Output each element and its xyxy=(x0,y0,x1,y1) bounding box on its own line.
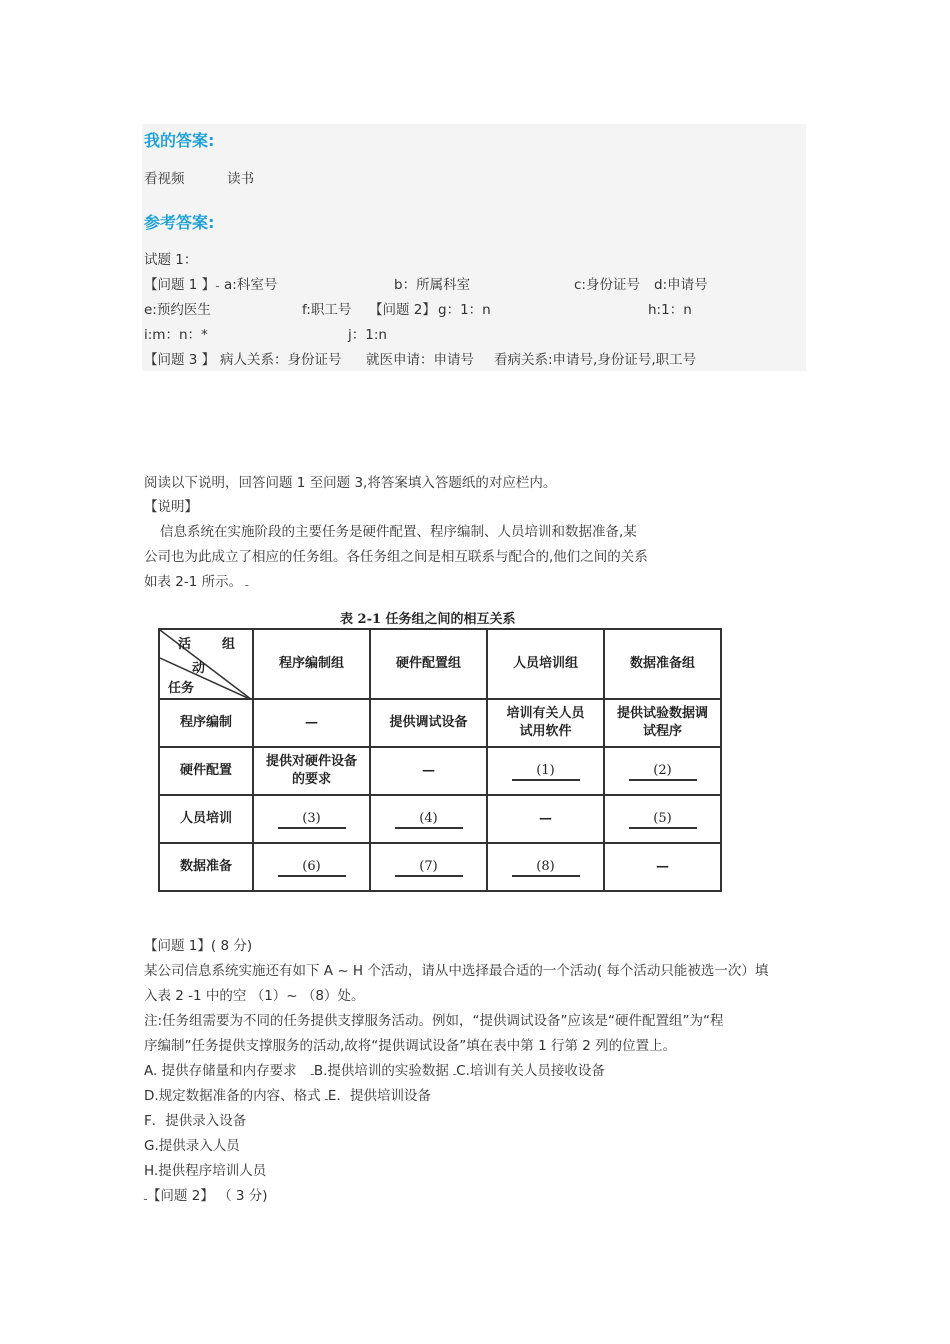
option-line: D.规定数据准备的内容、格式 ـE．提供培训设备 xyxy=(144,1088,431,1104)
option-item: D.规定数据准备的内容、格式 xyxy=(144,1088,321,1104)
table-cell xyxy=(487,843,604,891)
table-cell xyxy=(487,747,604,795)
reference-segment: g：1：n xyxy=(438,302,491,318)
answer-blank: (7) xyxy=(395,859,463,877)
question1-text: 入表 2 -1 中的空 （1）~ （8）处。 xyxy=(144,988,365,1004)
reference-line: 试题 1： xyxy=(144,252,198,268)
reference-segment: b：所属科室 xyxy=(394,277,471,293)
corner-label: 动 xyxy=(192,661,206,676)
reference-segment: i:m：n：* xyxy=(144,327,208,343)
reference-segment: h:1：n xyxy=(648,302,692,318)
table-header-row xyxy=(159,629,721,699)
reference-segment: 【问题 2】 xyxy=(369,302,436,318)
my-answer-item: 读书 xyxy=(227,171,255,187)
reference-segment: 【问题 3 】 xyxy=(144,352,216,368)
relationship-table xyxy=(158,628,722,892)
my-answer-item: 看视频 xyxy=(144,171,185,187)
option-item: G.提供录入人员 xyxy=(144,1138,240,1154)
intro-text: 阅读以下说明，回答问题 1 至问题 3,将答案填入答题纸的对应栏内。 xyxy=(144,475,557,491)
answer-blank: (4) xyxy=(395,811,463,829)
table-row xyxy=(159,795,721,843)
reference-line xyxy=(144,326,784,344)
reference-answer-heading: 参考答案: xyxy=(144,213,215,232)
corner-cell xyxy=(159,629,253,699)
row-label: 程序编制 xyxy=(159,699,253,747)
reference-segment: 看病关系:申请号,身份证号,职工号 xyxy=(494,352,697,368)
reference-line xyxy=(144,351,804,369)
option-item: A. 提供存储量和内存要求 xyxy=(144,1063,297,1079)
option-item: B.提供培训的实验数据 xyxy=(313,1063,449,1079)
table-row xyxy=(159,747,721,795)
table-cell: — xyxy=(253,699,370,747)
table-row xyxy=(159,843,721,891)
option-item: H.提供程序培训人员 xyxy=(144,1163,267,1179)
option-line: A. 提供存储量和内存要求 ـB.提供培训的实验数据 ـC.培训有关人员接收设备 xyxy=(144,1063,605,1079)
question1-note: 注:任务组需要为不同的任务提供支撑服务活动。例如，“提供调试设备”应该是“硬件配置组”为“程 xyxy=(144,1013,724,1029)
row-label: 人员培训 xyxy=(159,795,253,843)
bullet-mark-icon: ـ xyxy=(216,279,219,290)
reference-segment: a:科室号 xyxy=(224,277,278,293)
reference-segment: 就医申请：申请号 xyxy=(366,352,474,368)
table-cell: 提供对硬件设备的要求 xyxy=(253,747,370,795)
reference-line xyxy=(144,301,784,319)
reference-segment: j：1:n xyxy=(348,327,387,343)
table-cell: — xyxy=(370,747,487,795)
table-cell xyxy=(604,795,721,843)
table-cell xyxy=(253,843,370,891)
question1-note: 序编制”任务提供支撑服务的活动,故将“提供调试设备”填在表中第 1 行第 2 列的位置上。 xyxy=(144,1038,677,1054)
column-header: 硬件配置组 xyxy=(370,629,487,699)
answer-blank: (5) xyxy=(629,811,697,829)
column-header: 数据准备组 xyxy=(604,629,721,699)
description-text: 信息系统在实施阶段的主要任务是硬件配置、程序编制、人员培训和数据准备,某 xyxy=(160,524,637,540)
table-row xyxy=(159,699,721,747)
row-label: 数据准备 xyxy=(159,843,253,891)
corner-label: 任务 xyxy=(168,681,195,696)
column-header: 程序编制组 xyxy=(253,629,370,699)
table-cell: 提供试验数据调试程序 xyxy=(604,699,721,747)
reference-segment: d:申请号 xyxy=(654,277,708,293)
answer-blank: (1) xyxy=(512,763,580,781)
answer-blank: (8) xyxy=(512,859,580,877)
corner-label: 活 xyxy=(178,637,192,652)
answer-blank: (6) xyxy=(278,859,346,877)
description-text: 如表 2-1 所示。 ـ xyxy=(144,574,249,590)
answer-blank: (3) xyxy=(278,811,346,829)
table-title: 表 2-1 任务组之间的相互关系 xyxy=(340,612,516,627)
section-label: 【说明】 xyxy=(144,499,198,515)
column-header: 人员培训组 xyxy=(487,629,604,699)
option-item: E．提供培训设备 xyxy=(327,1088,431,1104)
option-item: F．提供录入设备 xyxy=(144,1113,247,1129)
table-cell xyxy=(370,795,487,843)
table-cell: 提供调试设备 xyxy=(370,699,487,747)
reference-line xyxy=(144,276,784,294)
description-text: 公司也为此成立了相应的任务组。各任务组之间是相互联系与配合的,他们之间的关系 xyxy=(144,549,648,565)
table-cell: 培训有关人员试用软件 xyxy=(487,699,604,747)
table-cell xyxy=(370,843,487,891)
reference-segment: 病人关系：身份证号 xyxy=(220,352,342,368)
table-cell xyxy=(253,795,370,843)
my-answer-heading: 我的答案: xyxy=(144,131,215,150)
answer-blank: (2) xyxy=(629,763,697,781)
reference-segment: c:身份证号 xyxy=(574,277,640,293)
my-answer-items xyxy=(144,170,254,188)
reference-segment: f:职工号 xyxy=(302,302,352,318)
row-label: 硬件配置 xyxy=(159,747,253,795)
option-item: C.培训有关人员接收设备 xyxy=(456,1063,605,1079)
question1-title: 【问题 1】( 8 分) xyxy=(144,938,253,954)
table-cell: — xyxy=(487,795,604,843)
corner-label: 组 xyxy=(222,637,236,652)
table-cell: — xyxy=(604,843,721,891)
reference-segment: e:预约医生 xyxy=(144,302,211,318)
table-cell xyxy=(604,747,721,795)
question2-title: ـ【问题 2】 （ 3 分) xyxy=(144,1188,268,1204)
question1-text: 某公司信息系统实施还有如下 A ~ H 个活动，请从中选择最合适的一个活动( 每个活动只能被选一次）填 xyxy=(144,963,769,979)
reference-segment: 【问题 1 】 xyxy=(144,277,216,293)
